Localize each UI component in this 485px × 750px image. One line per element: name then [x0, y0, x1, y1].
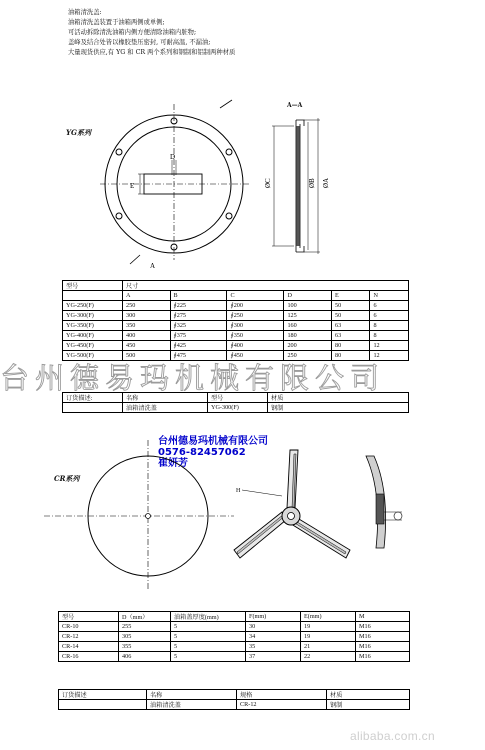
table-cell: CR-12 [59, 632, 119, 642]
table-row [59, 632, 410, 642]
table-row [59, 642, 410, 652]
table-cell: YG-250(F) [63, 301, 123, 311]
table-cell: 400 [123, 331, 171, 341]
table-cell: 19 [301, 622, 356, 632]
table-cell: CR-12 [237, 700, 327, 710]
table-cell: ∮300 [227, 321, 284, 331]
table-header-cell: 型号 [63, 281, 123, 291]
intro-title: 油箱清洗盖: [68, 9, 102, 16]
table-header-cell: 材质 [268, 393, 409, 403]
table-cell: ∮350 [227, 331, 284, 341]
table-row [63, 393, 409, 403]
table-cell: 6 [370, 311, 409, 321]
table-cell: M16 [356, 652, 410, 662]
table-cell: 钢制 [268, 403, 409, 413]
table-row [63, 301, 409, 311]
cr-circle-drawing [44, 440, 234, 590]
table-header-cell: B [170, 291, 227, 301]
table-cell: 200 [284, 341, 332, 351]
yg-label-e: E [130, 182, 135, 190]
table-cell: ∮225 [170, 301, 227, 311]
cr-tripod-drawing [232, 450, 352, 575]
table-row [59, 652, 410, 662]
table-cell: YG-500(F) [63, 351, 123, 361]
table-cell: 30 [246, 622, 301, 632]
table-cell: 305 [119, 632, 171, 642]
yg-section-view-drawing [258, 112, 338, 262]
table-cell: 63 [331, 331, 369, 341]
table-cell: M16 [356, 622, 410, 632]
table-cell: CR-16 [59, 652, 119, 662]
yg-spec-table [62, 280, 409, 361]
table-row [59, 622, 410, 632]
cr-series-label: CR系列 [54, 474, 80, 483]
table-header-cell: 材质 [327, 690, 410, 700]
table-cell: ∮250 [227, 311, 284, 321]
table-header-cell: 名称 [147, 690, 237, 700]
yg-section-label: A—A [287, 102, 303, 109]
intro-line: 大量现货供应,有 YG 和 CR 两个系列和钢制和铝制两种材质 [68, 49, 236, 56]
table-cell: M16 [356, 642, 410, 652]
company-name: 台州德易玛机械有限公司 [158, 436, 268, 447]
table-row [63, 321, 409, 331]
cr-side-view-drawing [358, 452, 408, 552]
table-cell: CR-10 [59, 622, 119, 632]
intro-line: 可活动拆除清洗油箱内侧方便清除油箱内脏物; [68, 29, 197, 36]
table-cell [63, 403, 123, 413]
table-cell: 255 [119, 622, 171, 632]
table-cell: ∮325 [170, 321, 227, 331]
table-header-cell: A [123, 291, 171, 301]
table-cell: 350 [123, 321, 171, 331]
table-header-cell: 名称 [123, 393, 208, 403]
table-cell: ∮375 [170, 331, 227, 341]
company-phone: 0576-82457062 [158, 447, 246, 458]
table-cell: YG-350(F) [63, 321, 123, 331]
watermark-text: 台州德易玛机械有限公司 [0, 361, 386, 395]
table-header-cell: 尺寸 [123, 281, 409, 291]
table-cell: ∮400 [227, 341, 284, 351]
table-cell: ∮425 [170, 341, 227, 351]
table-cell: 300 [123, 311, 171, 321]
table-header-cell: E [331, 291, 369, 301]
table-cell: YG-400(F) [63, 331, 123, 341]
table-cell: 80 [331, 351, 369, 361]
table-cell: 5 [171, 652, 246, 662]
table-cell: 订货描述 [59, 690, 147, 700]
yg-label-phi-a: ØA [322, 177, 330, 188]
table-cell: 5 [171, 632, 246, 642]
yg-series-label: YG系列 [66, 128, 91, 137]
table-cell: 80 [331, 341, 369, 351]
yg-label-arrow-a: A [150, 262, 156, 270]
table-row [63, 281, 409, 291]
table-row [63, 341, 409, 351]
table-row [63, 291, 409, 301]
table-cell: 125 [284, 311, 332, 321]
table-cell: 160 [284, 321, 332, 331]
table-cell: 22 [301, 652, 356, 662]
table-cell: 100 [284, 301, 332, 311]
table-cell: 34 [246, 632, 301, 642]
table-header-cell: M [356, 612, 410, 622]
table-cell: 12 [370, 341, 409, 351]
table-cell: YG-450(F) [63, 341, 123, 351]
table-cell: YG-300(F) [208, 403, 268, 413]
table-header-cell: D（mm） [119, 612, 171, 622]
table-row [63, 403, 409, 413]
table-cell: 37 [246, 652, 301, 662]
table-cell: 5 [171, 622, 246, 632]
table-header-cell: 规格 [237, 690, 327, 700]
table-row [63, 311, 409, 321]
table-cell: 35 [246, 642, 301, 652]
table-cell: 63 [331, 321, 369, 331]
table-header-cell: 油箱盖厚度(mm) [171, 612, 246, 622]
table-header-cell: 型号 [59, 612, 119, 622]
cr-spec-table [58, 611, 410, 662]
footer-watermark: alibaba.com.cn [350, 729, 435, 743]
table-cell: 406 [119, 652, 171, 662]
table-cell: CR-14 [59, 642, 119, 652]
table-header-cell: E(mm) [301, 612, 356, 622]
table-cell: 钢制 [327, 700, 410, 710]
intro-text [68, 8, 368, 58]
table-cell: ∮450 [227, 351, 284, 361]
table-row [63, 331, 409, 341]
table-header-cell: C [227, 291, 284, 301]
table-cell: 50 [331, 301, 369, 311]
company-contact: 崔妍芳 [158, 458, 188, 469]
table-cell: 12 [370, 351, 409, 361]
cr-order-table [58, 689, 410, 710]
table-cell: 355 [119, 642, 171, 652]
table-cell: 6 [370, 301, 409, 311]
yg-label-d: D [170, 153, 176, 161]
intro-line: 盖峰及结合处皆以橡胶垫压密封, 可耐高温, 不漏油; [68, 39, 211, 46]
table-cell: 8 [370, 331, 409, 341]
table-cell: 油箱清洗盖 [123, 403, 208, 413]
table-row [59, 612, 410, 622]
table-cell: 250 [123, 301, 171, 311]
table-header-cell: F(mm) [246, 612, 301, 622]
table-cell: YG-300(F) [63, 311, 123, 321]
intro-line: 油箱清洗盖装置于油箱两侧或单侧; [68, 19, 165, 26]
table-cell: M16 [356, 632, 410, 642]
table-cell [63, 291, 123, 301]
table-header-cell: D [284, 291, 332, 301]
table-cell: 5 [171, 642, 246, 652]
table-cell: ∮275 [170, 311, 227, 321]
table-cell: 订货描述: [63, 393, 123, 403]
table-cell: 180 [284, 331, 332, 341]
table-cell: 250 [284, 351, 332, 361]
table-cell: 8 [370, 321, 409, 331]
table-cell: ∮200 [227, 301, 284, 311]
table-cell [59, 700, 147, 710]
yg-front-view-drawing [100, 100, 250, 270]
yg-label-phi-c: ØC [264, 178, 272, 188]
table-cell: 500 [123, 351, 171, 361]
table-header-cell: N [370, 291, 409, 301]
table-row [59, 690, 410, 700]
table-cell: 油箱清洗盖 [147, 700, 237, 710]
table-header-cell: 型号 [208, 393, 268, 403]
yg-order-table [62, 392, 409, 413]
table-cell: 450 [123, 341, 171, 351]
table-row [59, 700, 410, 710]
table-cell: 19 [301, 632, 356, 642]
table-cell: 21 [301, 642, 356, 652]
yg-label-phi-b: ØB [308, 178, 316, 188]
table-cell: 50 [331, 311, 369, 321]
cr-label-h: H [236, 488, 241, 494]
table-cell: ∮475 [170, 351, 227, 361]
